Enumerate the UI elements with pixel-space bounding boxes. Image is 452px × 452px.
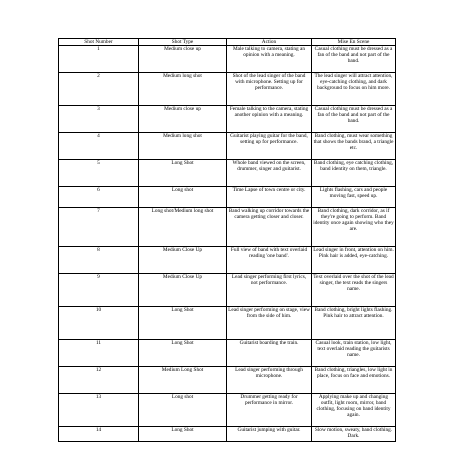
table-row [59, 307, 396, 340]
action-cell: Lead singer performing first lyrics, not performance. [227, 274, 312, 307]
shot-number-cell: 7 [59, 208, 139, 247]
table-row [59, 73, 396, 106]
table-header [59, 39, 396, 46]
shot-number-cell: 2 [59, 73, 139, 106]
shot-number-cell: 12 [59, 367, 139, 394]
mise-en-scene-cell: Casual look, train station, low light, text overlaid reading the guitarists name. [312, 340, 396, 367]
table-row [59, 160, 396, 187]
mise-en-scene-cell: Lights flashing, cars and people moving fast, speed up. [312, 187, 396, 208]
shot-type-cell: Medium long shot [139, 73, 227, 106]
shot-number-cell: 14 [59, 427, 139, 442]
shot-list-table [58, 38, 396, 442]
table-row [59, 394, 396, 427]
header-action: Action [227, 39, 312, 46]
shot-type-cell: Long shot/Medium long shot [139, 208, 227, 247]
mise-en-scene-cell: Applying make up and changing outfit, light room, mirror, band clothing, focusing on band identity again. [312, 394, 396, 427]
header-shot-number: Shot Number [59, 39, 139, 46]
action-cell: Guitarist boarding the train. [227, 340, 312, 367]
shot-number-cell: 13 [59, 394, 139, 427]
shot-type-cell: Medium Close Up [139, 247, 227, 274]
shot-type-cell: Long Shot [139, 160, 227, 187]
shot-number-cell: 6 [59, 187, 139, 208]
header-shot-type: Shot Type [139, 39, 227, 46]
mise-en-scene-cell: Casual clothing must be dressed as a fan of the band and not part of the band. [312, 106, 396, 133]
table-row [59, 187, 396, 208]
table-row [59, 133, 396, 160]
action-cell: Time Lapse of town centre or city. [227, 187, 312, 208]
table-body [59, 46, 396, 442]
mise-en-scene-cell: Band clothing, eye catching clothing, band identity on them, triangle. [312, 160, 396, 187]
mise-en-scene-cell: Band clothing, triangles, low light in place, focus on face and emotions. [312, 367, 396, 394]
table-row [59, 367, 396, 394]
shot-type-cell: Medium Close Up [139, 274, 227, 307]
shot-number-cell: 8 [59, 247, 139, 274]
table-row [59, 340, 396, 367]
header-row [59, 39, 396, 46]
mise-en-scene-cell: Band clothing, dark corridor, as if they're going to perform. Band identity once again showing who they are. [312, 208, 396, 247]
shot-number-cell: 10 [59, 307, 139, 340]
mise-en-scene-cell: Lead singer in front, attention on him. Pink hair is added, eye-catching. [312, 247, 396, 274]
action-cell: Shot of the lead singer of the band with microphone. Setting up for performance. [227, 73, 312, 106]
shot-type-cell: Long Shot [139, 307, 227, 340]
action-cell: Female talking to the camera, stating another opinion with a meaning. [227, 106, 312, 133]
mise-en-scene-cell: Slow motion, sweaty, band clothing. Dark. [312, 427, 396, 442]
shot-number-cell: 3 [59, 106, 139, 133]
shot-type-cell: Long shot [139, 394, 227, 427]
action-cell: Band walking up corridor towards the camera getting closer and closer. [227, 208, 312, 247]
table-row [59, 106, 396, 133]
shot-type-cell: Medium Long Shot [139, 367, 227, 394]
action-cell: Whole band viewed on the screen, drummer, singer and guitarist. [227, 160, 312, 187]
action-cell: Guitarist jumping with guitar. [227, 427, 312, 442]
shot-type-cell: Medium long shot [139, 133, 227, 160]
mise-en-scene-cell: Text overlaid over the shot of the lead singer, the text reads the singers name. [312, 274, 396, 307]
table-row [59, 46, 396, 73]
table-row [59, 274, 396, 307]
shot-type-cell: Long Shot [139, 427, 227, 442]
shot-type-cell: Medium close up [139, 106, 227, 133]
shot-type-cell: Long Shot [139, 340, 227, 367]
table-row [59, 247, 396, 274]
shot-type-cell: Long shot [139, 187, 227, 208]
action-cell: Full view of band with text overlaid reading 'one band'. [227, 247, 312, 274]
table-row [59, 427, 396, 442]
shot-number-cell: 5 [59, 160, 139, 187]
mise-en-scene-cell: Band clothing, must wear something that shows the bands brand, a triangle etc. [312, 133, 396, 160]
shot-number-cell: 1 [59, 46, 139, 73]
shot-number-cell: 4 [59, 133, 139, 160]
shot-type-cell: Medium close up [139, 46, 227, 73]
shot-number-cell: 9 [59, 274, 139, 307]
shot-number-cell: 11 [59, 340, 139, 367]
mise-en-scene-cell: The lead singer will attract attention, eye-catching clothing, and dark background to focus on him more. [312, 73, 396, 106]
mise-en-scene-cell: Casual clothing must be dressed as a fan of the band and not part of the band. [312, 46, 396, 73]
action-cell: Drummer getting ready for performance in mirror. [227, 394, 312, 427]
action-cell: Male talking to camera, stating an opinion with a meaning. [227, 46, 312, 73]
action-cell: Lead singer performing on stage, view from the side of him. [227, 307, 312, 340]
header-mise-en-scene: Mise En Scene [312, 39, 396, 46]
mise-en-scene-cell: Band clothing, bright lights flashing. Pink hair to attract attention. [312, 307, 396, 340]
action-cell: Lead singer performing through microphone. [227, 367, 312, 394]
action-cell: Guitarist playing guitar for the band, setting up for performance. [227, 133, 312, 160]
table-row [59, 208, 396, 247]
